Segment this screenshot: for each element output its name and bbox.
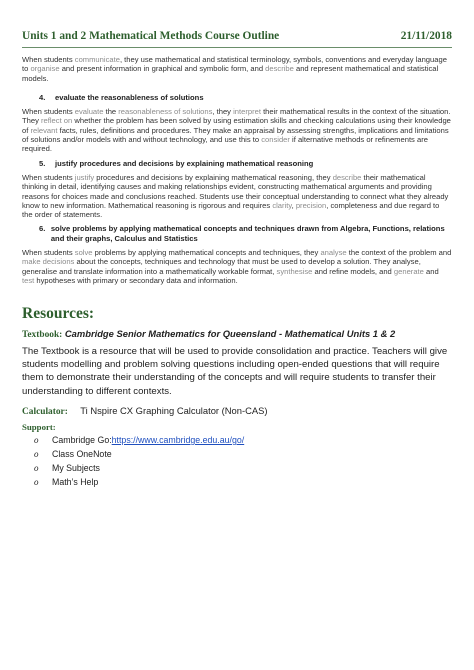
support-item-text: Class OneNote <box>52 449 112 459</box>
text-run: hypotheses with primary or secondary data and information. <box>34 275 238 285</box>
support-item-text: Math’s Help <box>52 477 99 487</box>
cambridge-go-link[interactable]: https://www.cambridge.edu.au/go/ <box>111 435 245 445</box>
keyword-highlight: test <box>22 275 35 285</box>
page-header <box>22 30 452 46</box>
keyword-highlight: relevant <box>30 125 58 135</box>
section-heading-text: solve problems by applying mathematical concepts and techniques drawn from Algebra, Functions, relations and their graphs, Calculus and Statistics <box>50 224 445 243</box>
support-item-text: My Subjects <box>52 463 100 473</box>
textbook-value: Cambridge Senior Mathematics for Queensland - Mathematical Units 1 & 2 <box>64 328 396 339</box>
keyword-highlight: organise <box>30 64 60 74</box>
keyword-highlight: reflect on <box>41 116 73 126</box>
keyword-highlight: analyse <box>320 248 347 258</box>
keyword-highlight: make decisions <box>22 257 75 267</box>
text-run: facts, rules, definitions and procedures. They make an appraisal by assessing strengths, implications and limitations of solutions and/or models with and without technology, and use this to <box>22 125 449 145</box>
keyword-highlight: precision <box>295 200 327 210</box>
textbook-description: The Textbook is a resource that will be used to provide consolidation and practice. Teachers will give students modelling and problem solving questions including open-ended questions that will require them to demonstrate their understanding of the concepts and will require students to transfer their understanding to different contexts. <box>22 346 448 397</box>
header-date: 21/11/2018 <box>400 30 452 42</box>
keyword-highlight: generate <box>393 266 424 276</box>
text-run: their mathematical results in the context of the situation. They <box>22 107 451 126</box>
text-run: , they <box>212 107 234 117</box>
text-run: , completeness and due regard to the order of statements. <box>22 200 440 220</box>
text-run: the <box>103 107 119 117</box>
keyword-highlight: interpret <box>233 107 261 117</box>
header-rule <box>22 47 452 48</box>
calculator-line <box>22 405 267 417</box>
section-5-paragraph <box>22 173 452 219</box>
keyword-highlight: justify <box>74 172 95 182</box>
text-run: and <box>423 266 439 276</box>
section-heading-text: justify procedures and decisions by explaining mathematical reasoning <box>55 158 314 168</box>
keyword-highlight: reasonableness of solutions <box>118 107 213 117</box>
text-run: When students <box>22 172 75 182</box>
text-run: procedures and decisions by explaining mathematical reasoning, they <box>94 172 333 182</box>
section-5-heading <box>39 159 452 168</box>
calculator-label: Calculator: <box>22 407 68 417</box>
text-run: whether the problem has been solved by using estimation skills and checking calculations using their knowledge of <box>22 116 451 135</box>
section-number: 6. <box>39 224 46 234</box>
objectives-body <box>22 55 452 285</box>
bullet-icon: o <box>34 435 39 445</box>
header-title: Units 1 and 2 Mathematical Methods Course Outline <box>22 30 280 42</box>
section-4-heading <box>39 93 452 102</box>
textbook-label: Textbook: <box>22 330 63 340</box>
bullet-icon: o <box>34 463 39 473</box>
calculator-value: Ti Nspire CX Graphing Calculator (Non-CAS) <box>80 405 268 416</box>
bullet-icon: o <box>34 449 39 459</box>
text-run: their mathematical thinking in detail, identifying causes and making relationships evident, constructing mathematical arguments and providing reasons for choices made and conclusions reached. Students use their conceptual understanding to connect what they already know to new information. Mathematical reasoning is rigorous and requires <box>22 172 449 210</box>
text-run: if alternative methods or refinements are required. <box>22 135 428 154</box>
support-label: Support: <box>22 422 56 432</box>
text-run: , <box>291 200 296 210</box>
text-run: When students <box>22 107 75 117</box>
text-run: When students <box>22 55 75 64</box>
text-run: When students <box>22 248 75 258</box>
keyword-highlight: describe <box>332 172 362 182</box>
section-6-paragraph <box>22 248 452 285</box>
keyword-highlight: synthesise <box>276 266 313 276</box>
keyword-highlight: consider <box>261 135 290 145</box>
text-run: , they use mathematical and statistical terminology, symbols, conventions and everyday language to <box>22 55 447 74</box>
text-run: and refine models, and <box>312 266 394 276</box>
keyword-highlight: solve <box>74 248 93 258</box>
keyword-highlight: evaluate <box>74 107 104 117</box>
support-item <box>34 461 244 475</box>
text-run: and present information in graphical and symbolic form, and <box>59 64 266 74</box>
keyword-highlight: describe <box>265 64 294 74</box>
bullet-icon: o <box>34 477 39 487</box>
intro-paragraph <box>22 55 452 83</box>
text-run: about the concepts, techniques and technology that must be used to develop a solution. They analyse, generalise and translate information into a mathematically workable format, <box>22 257 421 276</box>
section-6-heading <box>39 224 452 243</box>
text-run: the context of the problem and <box>346 248 452 258</box>
textbook-line <box>22 328 395 340</box>
support-item <box>34 433 244 447</box>
section-heading-text: evaluate the reasonableness of solutions <box>55 92 204 102</box>
section-4-paragraph <box>22 107 452 153</box>
support-item-text: Cambridge Go: <box>52 435 112 445</box>
support-item <box>34 475 244 489</box>
support-list <box>34 433 244 489</box>
support-item <box>34 447 244 461</box>
text-run: and represent mathematical and statistical models. <box>22 64 439 83</box>
section-number: 4. <box>39 92 46 102</box>
section-number: 5. <box>39 158 46 168</box>
text-run: problems by applying mathematical concepts and techniques, they <box>92 248 321 258</box>
keyword-highlight: clarity <box>272 200 292 210</box>
resources-title: Resources: <box>22 305 95 322</box>
keyword-highlight: communicate <box>74 55 120 64</box>
